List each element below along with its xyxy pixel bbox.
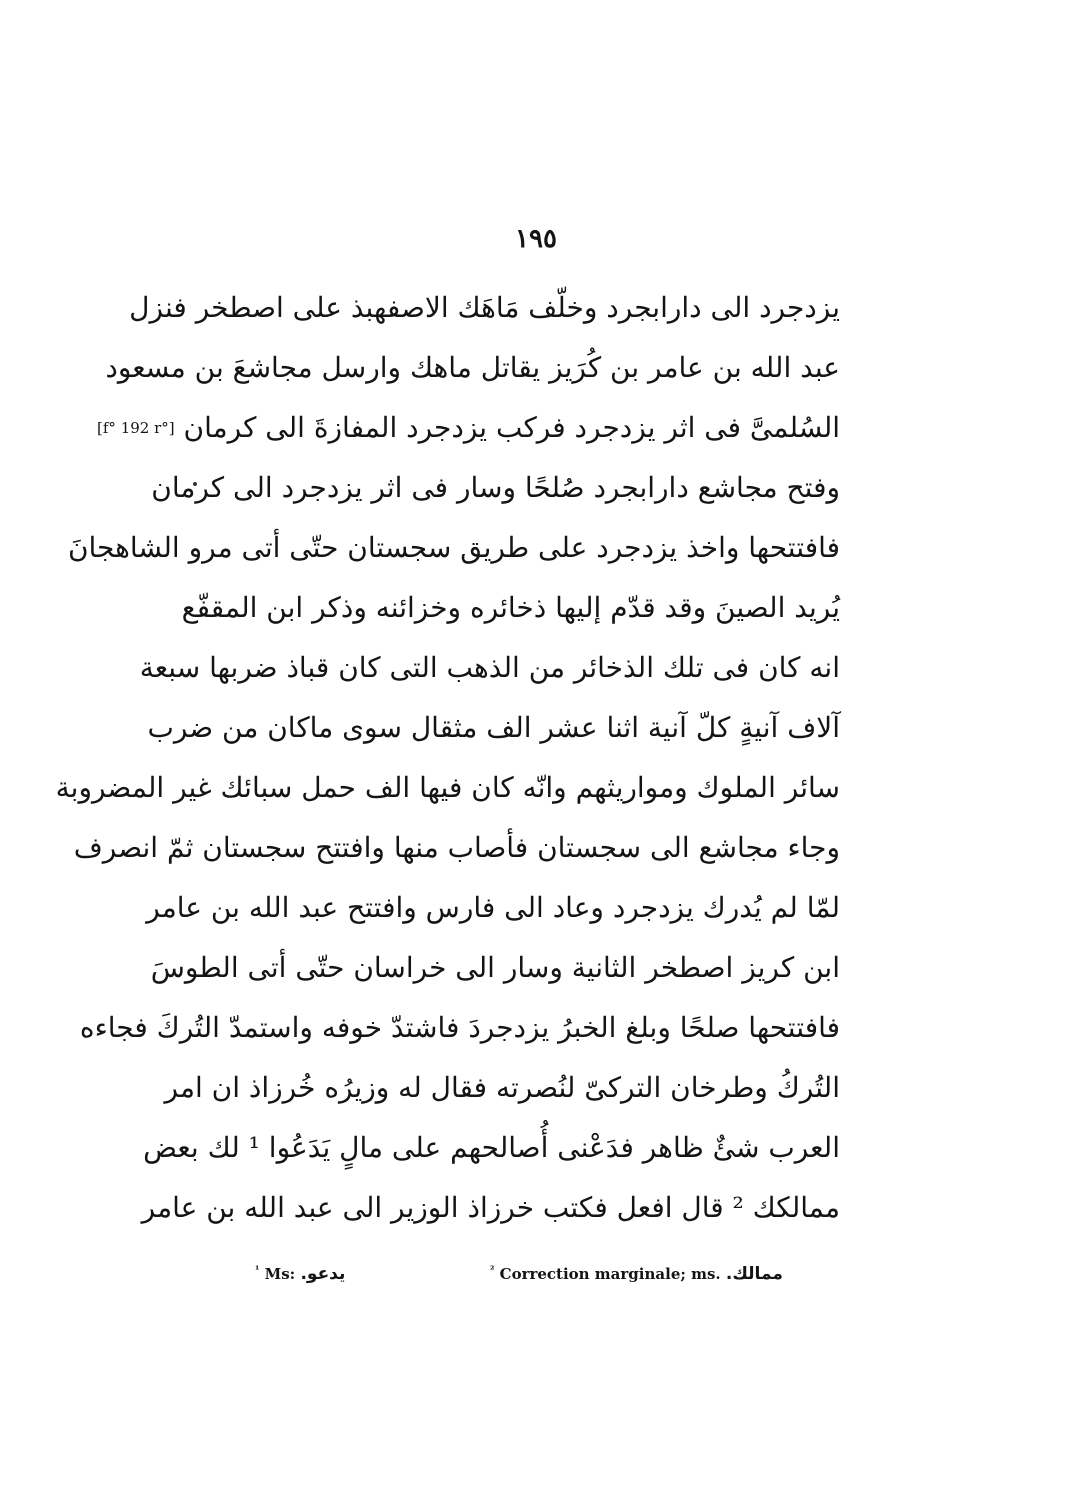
text-line-3: [97, 398, 840, 458]
text-line-16: ممالكك ² قال افعل فكتب خرزاذ الوزير الى عبد الله بن عامر: [141, 1191, 840, 1224]
text-line-9: سائر الملوك ومواريثهم وانّه كان فيها الف حمل سبائك غير المضروبة: [55, 771, 840, 804]
text-line-8: آلاف آنيةٍ كلّ آنية اثنا عشر الف مثقال سوى ماكان من ضرب: [147, 711, 840, 744]
text-line-13: فافتتحها صلحًا وبلغ الخبرُ يزدجردَ فاشتدّ خوفه واستمدّ التُركَ فجاءه: [79, 1011, 840, 1044]
footnote-2-mark: ²: [490, 1265, 495, 1276]
text-line-2: عبد الله بن عامر بن كُرَيز يقاتل ماهك وارسل مجاشعَ بن مسعود: [105, 351, 840, 384]
text-line-10: وجاء مجاشع الى سجستان فأصاب منها وافتتح سجستان ثمّ انصرف: [73, 831, 840, 864]
footnote-2-text: Correction marginale; ms.: [499, 1265, 721, 1283]
text-line-5: فافتتحها واخذ يزدجرد على طريق سجستان حتّى أتى مرو الشاهجانَ: [67, 531, 840, 564]
folio-reference: [f° 192 r°]: [97, 419, 175, 437]
footnotes: [0, 1264, 1072, 1290]
footnote-1-mark: ¹: [255, 1265, 260, 1276]
text-line-3-body: السُلمىَّ فى اثر يزدجرد فركب يزدجرد المفازةَ الى كرمان: [183, 411, 840, 444]
page-number: ١٩٥: [515, 224, 557, 254]
text-line-14: التُركُ وطرخان التركىّ لنُصرته فقال له وزيرُه خُرزاذ ان امر: [164, 1071, 840, 1104]
footnote-1-label: Ms:: [264, 1265, 296, 1283]
footnote-2-arabic: ممالك.: [725, 1264, 783, 1284]
arabic-text-block: [55, 278, 840, 1238]
footnote-2: [490, 1264, 783, 1284]
footnote-1: [255, 1264, 345, 1284]
text-line-4: وفتح مجاشع دارابجرد صُلحًا وسار فى اثر يزدجرد الى كرمان: [151, 471, 840, 504]
text-line-12: ابن كريز اصطخر الثانية وسار الى خراسان حتّى أتى الطوسَ: [150, 951, 840, 984]
text-line-6: يُريد الصينَ وقد قدّم إليها ذخائره وخزائنه وذكر ابن المقفّع: [181, 591, 840, 624]
text-line-1: يزدجرد الى دارابجرد وخلّف مَاهَك الاصفهبذ على اصطخر فنزل: [129, 291, 840, 324]
text-line-11: لمّا لم يُدرك يزدجرد وعاد الى فارس وافتتح عبد الله بن عامر: [146, 891, 840, 924]
footnote-1-arabic: يدعو.: [300, 1264, 346, 1284]
text-line-15: العرب شئٌ ظاهر فدَعْنى أُصالحهم على مالٍ يَدَعُوا ¹ لك بعض: [143, 1131, 840, 1164]
text-line-7: انه كان فى تلك الذخائر من الذهب التى كان قباذ ضربها سبعة: [139, 651, 840, 684]
